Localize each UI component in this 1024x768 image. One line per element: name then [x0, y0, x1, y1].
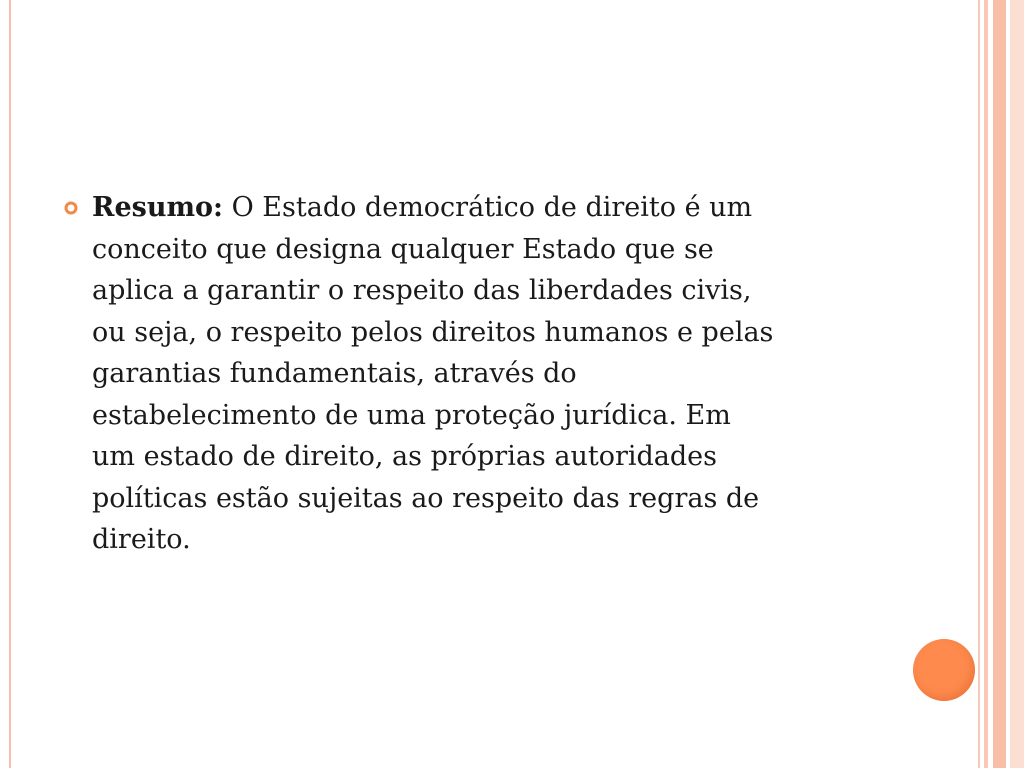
right-stripe-2 — [984, 0, 988, 768]
paragraph-line-5: garantias fundamentais, através do — [92, 358, 577, 389]
right-stripe-1 — [978, 0, 980, 768]
right-stripe-3 — [993, 0, 1006, 768]
paragraph-line-6: estabelecimento de uma proteção jurídica. Em — [92, 399, 731, 431]
slide-content — [64, 187, 884, 561]
paragraph-line-1 — [92, 187, 884, 229]
left-border-line — [9, 0, 11, 768]
paragraph-line-3: aplica a garantir o respeito das liberdades civis, — [92, 275, 752, 306]
paragraph-line-8: políticas estão sujeitas ao respeito das regras de — [92, 482, 760, 514]
paragraph-line-9: direito. — [92, 524, 191, 555]
orange-circle-decoration — [913, 639, 975, 701]
resumo-label: Resumo: — [92, 192, 223, 223]
paragraph-line-7: um estado de direito, as próprias autoridades — [92, 441, 718, 472]
ring-bullet-icon — [64, 201, 78, 215]
bullet-paragraph — [64, 187, 884, 561]
paragraph-line-2: conceito que designa qualquer Estado que se — [92, 233, 714, 265]
paragraph-line-1-text: O Estado democrático de direito é um — [223, 192, 753, 223]
right-stripe-4 — [1010, 0, 1024, 768]
paragraph-line-4: ou seja, o respeito pelos direitos humanos e pelas — [92, 316, 774, 348]
